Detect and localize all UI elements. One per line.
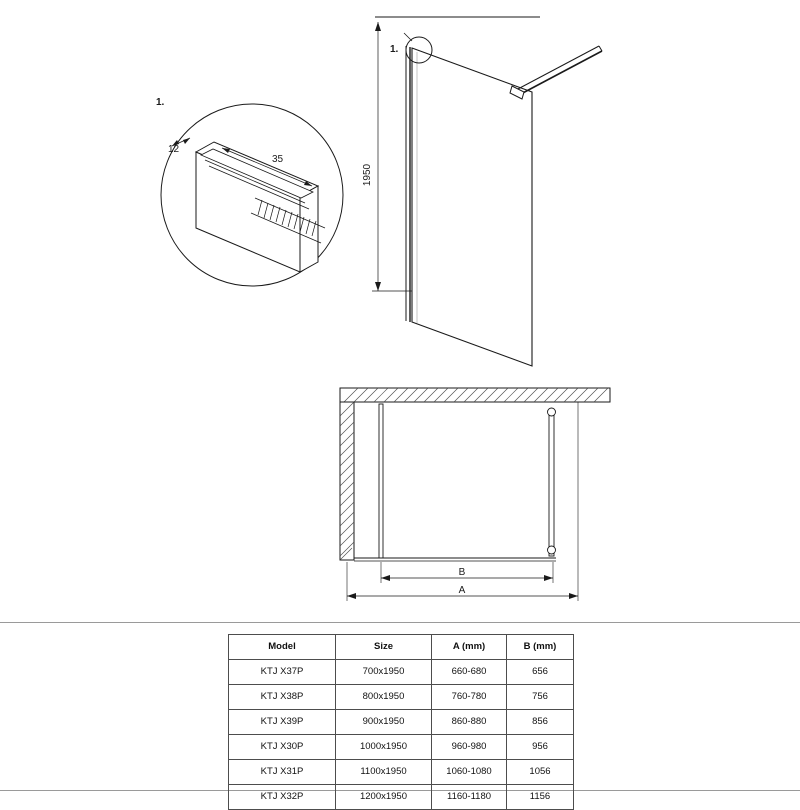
plan-wall-hatch	[344, 388, 608, 402]
cell-model: KTJ X37P	[229, 660, 336, 685]
spec-table-wrapper	[228, 634, 573, 810]
plan-dim-a-label: A	[458, 585, 466, 596]
plan-dim-b-label: B	[458, 567, 466, 578]
detail-callout-marker-label: 1.	[390, 44, 399, 55]
cell-size: 1000x1950	[336, 735, 432, 760]
height-dim-arrow-top	[375, 22, 381, 31]
height-dim-arrow-bottom	[375, 282, 381, 291]
table-row	[229, 685, 574, 710]
table-row	[229, 660, 574, 685]
cell-model: KTJ X38P	[229, 685, 336, 710]
plan-glass-panel	[379, 404, 383, 558]
glass-panel-outline	[412, 48, 532, 366]
cell-b: 956	[507, 735, 574, 760]
spec-table	[228, 634, 574, 810]
plan-support-bar	[549, 410, 554, 556]
plan-dim-a-arrow-left	[347, 593, 356, 599]
detail-callout-group	[156, 97, 343, 286]
detail-dim-12-arrow-b	[183, 138, 190, 144]
cell-model: KTJ X31P	[229, 760, 336, 785]
column-header-b: B (mm)	[507, 635, 574, 660]
support-bar	[519, 51, 602, 95]
detail-wall-side	[300, 186, 318, 272]
plan-dim-a-arrow-right	[569, 593, 578, 599]
plan-side-wall-band	[340, 402, 354, 560]
cell-size: 700x1950	[336, 660, 432, 685]
front-view-group	[362, 17, 602, 366]
cell-a: 1060-1080	[432, 760, 507, 785]
plan-dim-b-arrow-right	[544, 575, 553, 581]
plan-side-wall-hatch	[340, 402, 354, 560]
divider-top	[0, 622, 800, 623]
column-header-size: Size	[336, 635, 432, 660]
support-bar-edge	[516, 46, 599, 90]
table-row	[229, 785, 574, 810]
cell-a: 760-780	[432, 685, 507, 710]
table-header-row	[229, 635, 574, 660]
plan-wall-band	[340, 388, 610, 402]
cell-size: 1100x1950	[336, 760, 432, 785]
cell-model: KTJ X32P	[229, 785, 336, 810]
column-header-model: Model	[229, 635, 336, 660]
cell-b: 1056	[507, 760, 574, 785]
plan-view-group	[340, 388, 610, 601]
detail-callout-leader	[404, 33, 412, 41]
detail-dim-35-label: 35	[272, 154, 284, 165]
plan-support-bar-wall-mount	[548, 408, 556, 416]
detail-view-label: 1.	[156, 97, 165, 108]
cell-a: 860-880	[432, 710, 507, 735]
cell-model: KTJ X39P	[229, 710, 336, 735]
table-row	[229, 735, 574, 760]
cell-a: 1160-1180	[432, 785, 507, 810]
cell-a: 660-680	[432, 660, 507, 685]
table-row	[229, 760, 574, 785]
plan-support-bar-glass-mount	[548, 546, 556, 554]
cell-b: 756	[507, 685, 574, 710]
detail-dim-12-label: 12	[168, 144, 180, 155]
cell-size: 1200x1950	[336, 785, 432, 810]
plan-dim-b-arrow-left	[381, 575, 390, 581]
cell-a: 960-980	[432, 735, 507, 760]
cell-b: 856	[507, 710, 574, 735]
column-header-a: A (mm)	[432, 635, 507, 660]
cell-model: KTJ X30P	[229, 735, 336, 760]
cell-b: 1156	[507, 785, 574, 810]
table-row	[229, 710, 574, 735]
height-dimension-label: 1950	[362, 163, 373, 187]
cell-size: 900x1950	[336, 710, 432, 735]
support-bar-end-cap	[599, 46, 602, 51]
cell-size: 800x1950	[336, 685, 432, 710]
cell-b: 656	[507, 660, 574, 685]
